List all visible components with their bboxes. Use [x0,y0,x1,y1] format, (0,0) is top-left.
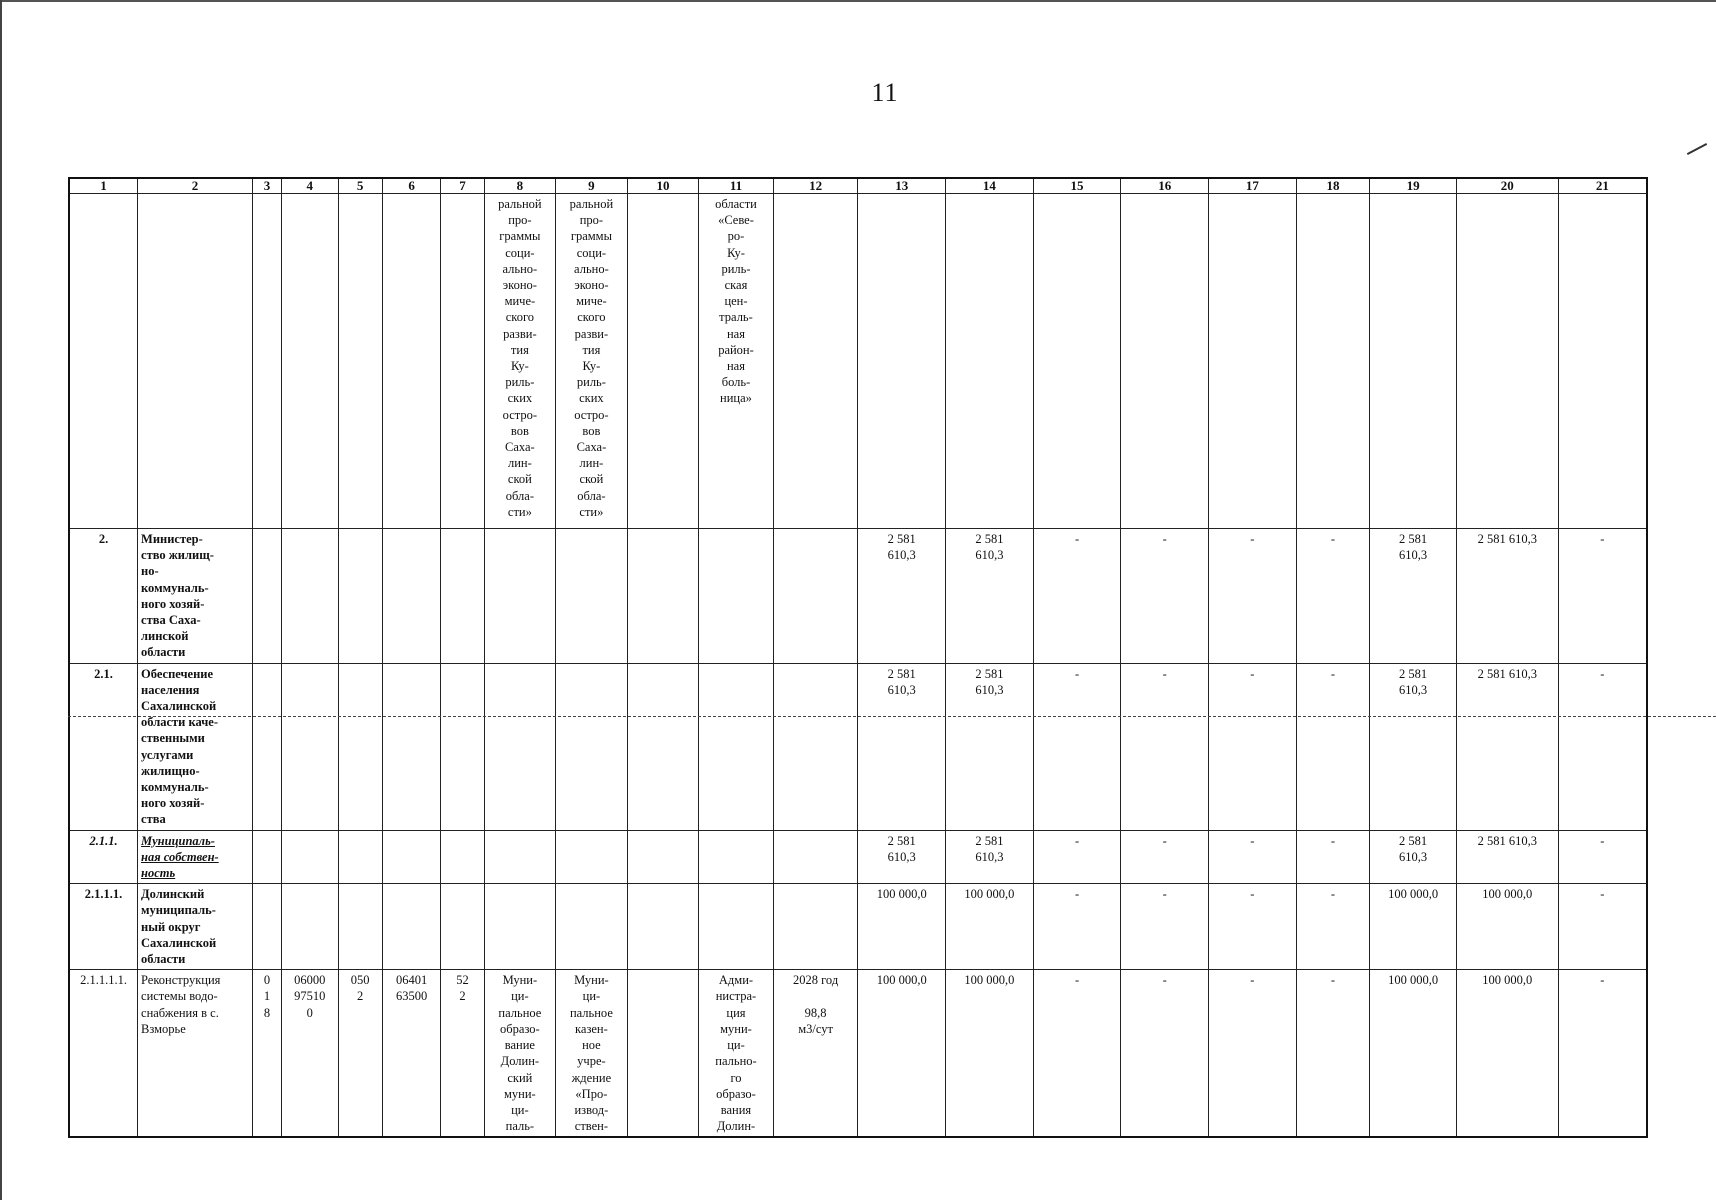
header-cell: 17 [1209,178,1297,194]
amount-cell: - [1558,884,1647,970]
table-cell [627,194,699,529]
table-cell [252,529,281,664]
table-cell [627,884,699,970]
table-cell [282,884,338,970]
amount-cell: 100 000,0 [1456,970,1558,1138]
table-cell [773,884,858,970]
table-cell [382,663,440,830]
amount-cell: - [1033,529,1121,664]
amount-cell: - [1296,529,1370,664]
amount-cell: - [1558,970,1647,1138]
table-cell [338,884,382,970]
header-cell: 6 [382,178,440,194]
table-cell [484,830,556,884]
table-row-2 [69,529,1647,664]
amount-cell: - [1121,970,1209,1138]
amount-cell: - [1558,529,1647,664]
header-cell: 5 [338,178,382,194]
header-cell: 3 [252,178,281,194]
table-cell [699,830,774,884]
amount-cell: - [1033,884,1121,970]
amount-cell: 2 581 610,3 [858,830,946,884]
amount-cell: 2 581 610,3 [946,830,1034,884]
table-cell [773,830,858,884]
header-cell: 7 [441,178,484,194]
table-cell [1296,194,1370,529]
table-cell [338,194,382,529]
amount-cell: - [1033,830,1121,884]
table-cell [252,194,281,529]
table-row-2-1-1-1 [69,884,1647,970]
amount-cell: - [1121,830,1209,884]
header-cell: 13 [858,178,946,194]
table-cell [1558,194,1647,529]
table-cell [699,529,774,664]
amount-cell: 100 000,0 [1370,884,1457,970]
amount-cell: 2 581 610,3 [1370,663,1457,830]
amount-cell: - [1296,663,1370,830]
amount-cell: - [1209,663,1297,830]
table-cell [627,529,699,664]
table-cell [441,663,484,830]
row-title: Муниципаль- ная собствен- ность [138,830,253,884]
code-cell: 050 2 [338,970,382,1138]
table-cell: Муни- ци- пальное образо- вание Долин- ский муни- ци- паль- [484,970,556,1138]
table-cell [1456,194,1558,529]
code-cell: 0 1 8 [252,970,281,1138]
amount-cell: - [1558,663,1647,830]
header-cell: 20 [1456,178,1558,194]
table-cell [338,529,382,664]
header-cell: 2 [138,178,253,194]
scan-mark [1687,143,1707,155]
table-cell [1121,194,1209,529]
table-cell [441,529,484,664]
table-cell [441,194,484,529]
amount-cell: 100 000,0 [946,884,1034,970]
row-title: Министер- ство жилищ- но- коммуналь- ного хозяй- ства Саха- линской области [138,529,253,664]
table-cell [282,663,338,830]
capacity-cell: 2028 год 98,8 м3/сут [773,970,858,1138]
code-cell: 06401 63500 [382,970,440,1138]
table-row-2-1 [69,663,1647,830]
table-cell [1033,194,1121,529]
row-title: Обеспечение населения Сахалинской области каче- ственными услугами жилищно- коммуналь- ного хозяй- ства [138,663,253,830]
header-row [69,178,1647,194]
amount-cell: 2 581 610,3 [1370,529,1457,664]
scan-edge-left [0,0,2,1200]
header-cell: 4 [282,178,338,194]
amount-cell: - [1209,970,1297,1138]
amount-cell: - [1121,663,1209,830]
table-cell: области «Севе- ро- Ку- риль- ская цен- траль- ная район- ная боль- ница» [699,194,774,529]
table-row-2-1-1 [69,830,1647,884]
table-cell: ральной про- граммы соци- ально- эконо- миче- ского разви- тия Ку- риль- ских остро- вов Саха- лин- ской обла- сти» [484,194,556,529]
amount-cell: - [1209,830,1297,884]
amount-cell: 2 581 610,3 [858,663,946,830]
table-row-2-1-1-1-1 [69,970,1647,1138]
table-cell [252,884,281,970]
header-cell: 19 [1370,178,1457,194]
table-cell [338,663,382,830]
table-cell [69,194,138,529]
table-cell [138,194,253,529]
code-cell: 52 2 [441,970,484,1138]
table-cell [699,663,774,830]
table-cell [556,884,628,970]
table-cell [441,830,484,884]
table-cell [627,970,699,1138]
table-row-continuation [69,194,1647,529]
table-cell [773,529,858,664]
table-cell [556,529,628,664]
table-cell [282,194,338,529]
table-cell [627,830,699,884]
program-table [68,177,1648,1138]
code-cell: 06000 97510 0 [282,970,338,1138]
row-number: 2.1.1. [69,830,138,884]
table-cell [382,884,440,970]
amount-cell: 100 000,0 [858,970,946,1138]
amount-cell: 2 581 610,3 [1456,663,1558,830]
table-cell: ральной про- граммы соци- ально- эконо- миче- ского разви- тия Ку- риль- ских остро- вов Саха- лин- ской обла- сти» [556,194,628,529]
table-cell [773,663,858,830]
header-cell: 16 [1121,178,1209,194]
amount-cell: - [1296,884,1370,970]
amount-cell: 100 000,0 [858,884,946,970]
table-cell [1209,194,1297,529]
table-cell [484,884,556,970]
row-number: 2.1. [69,663,138,830]
table-cell [282,830,338,884]
amount-cell: - [1296,830,1370,884]
table-cell [382,194,440,529]
table-cell [1370,194,1457,529]
table-cell [556,663,628,830]
row-title: Долинский муниципаль- ный округ Сахалинской области [138,884,253,970]
row-number: 2.1.1.1. [69,884,138,970]
amount-cell: 100 000,0 [946,970,1034,1138]
amount-cell: 2 581 610,3 [1456,529,1558,664]
amount-cell: - [1121,529,1209,664]
table-cell [699,884,774,970]
header-cell: 10 [627,178,699,194]
amount-cell: - [1209,884,1297,970]
table-cell: Адми- нистра- ция муни- ци- пально- го образо- вания Долин- [699,970,774,1138]
table-cell [282,529,338,664]
table-cell [627,663,699,830]
row-number: 2. [69,529,138,664]
table-cell [382,830,440,884]
table-cell [858,194,946,529]
amount-cell: 2 581 610,3 [1370,830,1457,884]
amount-cell: 2 581 610,3 [946,663,1034,830]
header-cell: 18 [1296,178,1370,194]
header-cell: 1 [69,178,138,194]
amount-cell: - [1209,529,1297,664]
amount-cell: 100 000,0 [1456,884,1558,970]
table-cell [946,194,1034,529]
header-cell: 9 [556,178,628,194]
amount-cell: 2 581 610,3 [1456,830,1558,884]
row-number: 2.1.1.1.1. [69,970,138,1138]
page-number: 11 [871,78,899,107]
header-cell: 11 [699,178,774,194]
table-cell [382,529,440,664]
header-cell: 8 [484,178,556,194]
amount-cell: - [1033,663,1121,830]
table-cell [441,884,484,970]
amount-cell: - [1121,884,1209,970]
amount-cell: - [1033,970,1121,1138]
table-cell [338,830,382,884]
table-cell [252,830,281,884]
header-cell: 15 [1033,178,1121,194]
row-title: Реконструкция системы водо- снабжения в с. Взморье [138,970,253,1138]
scan-edge-top [0,0,1716,2]
table-cell [556,830,628,884]
table-cell: Муни- ци- пальное казен- ное учре- ждение «Про- извод- ствен- [556,970,628,1138]
header-cell: 12 [773,178,858,194]
scan-dashed-rule [68,716,1716,717]
amount-cell: - [1558,830,1647,884]
table-cell [252,663,281,830]
table-cell [484,529,556,664]
amount-cell: 2 581 610,3 [946,529,1034,664]
table-cell [773,194,858,529]
header-cell: 21 [1558,178,1647,194]
amount-cell: - [1296,970,1370,1138]
amount-cell: 2 581 610,3 [858,529,946,664]
header-cell: 14 [946,178,1034,194]
amount-cell: 100 000,0 [1370,970,1457,1138]
table-cell [484,663,556,830]
